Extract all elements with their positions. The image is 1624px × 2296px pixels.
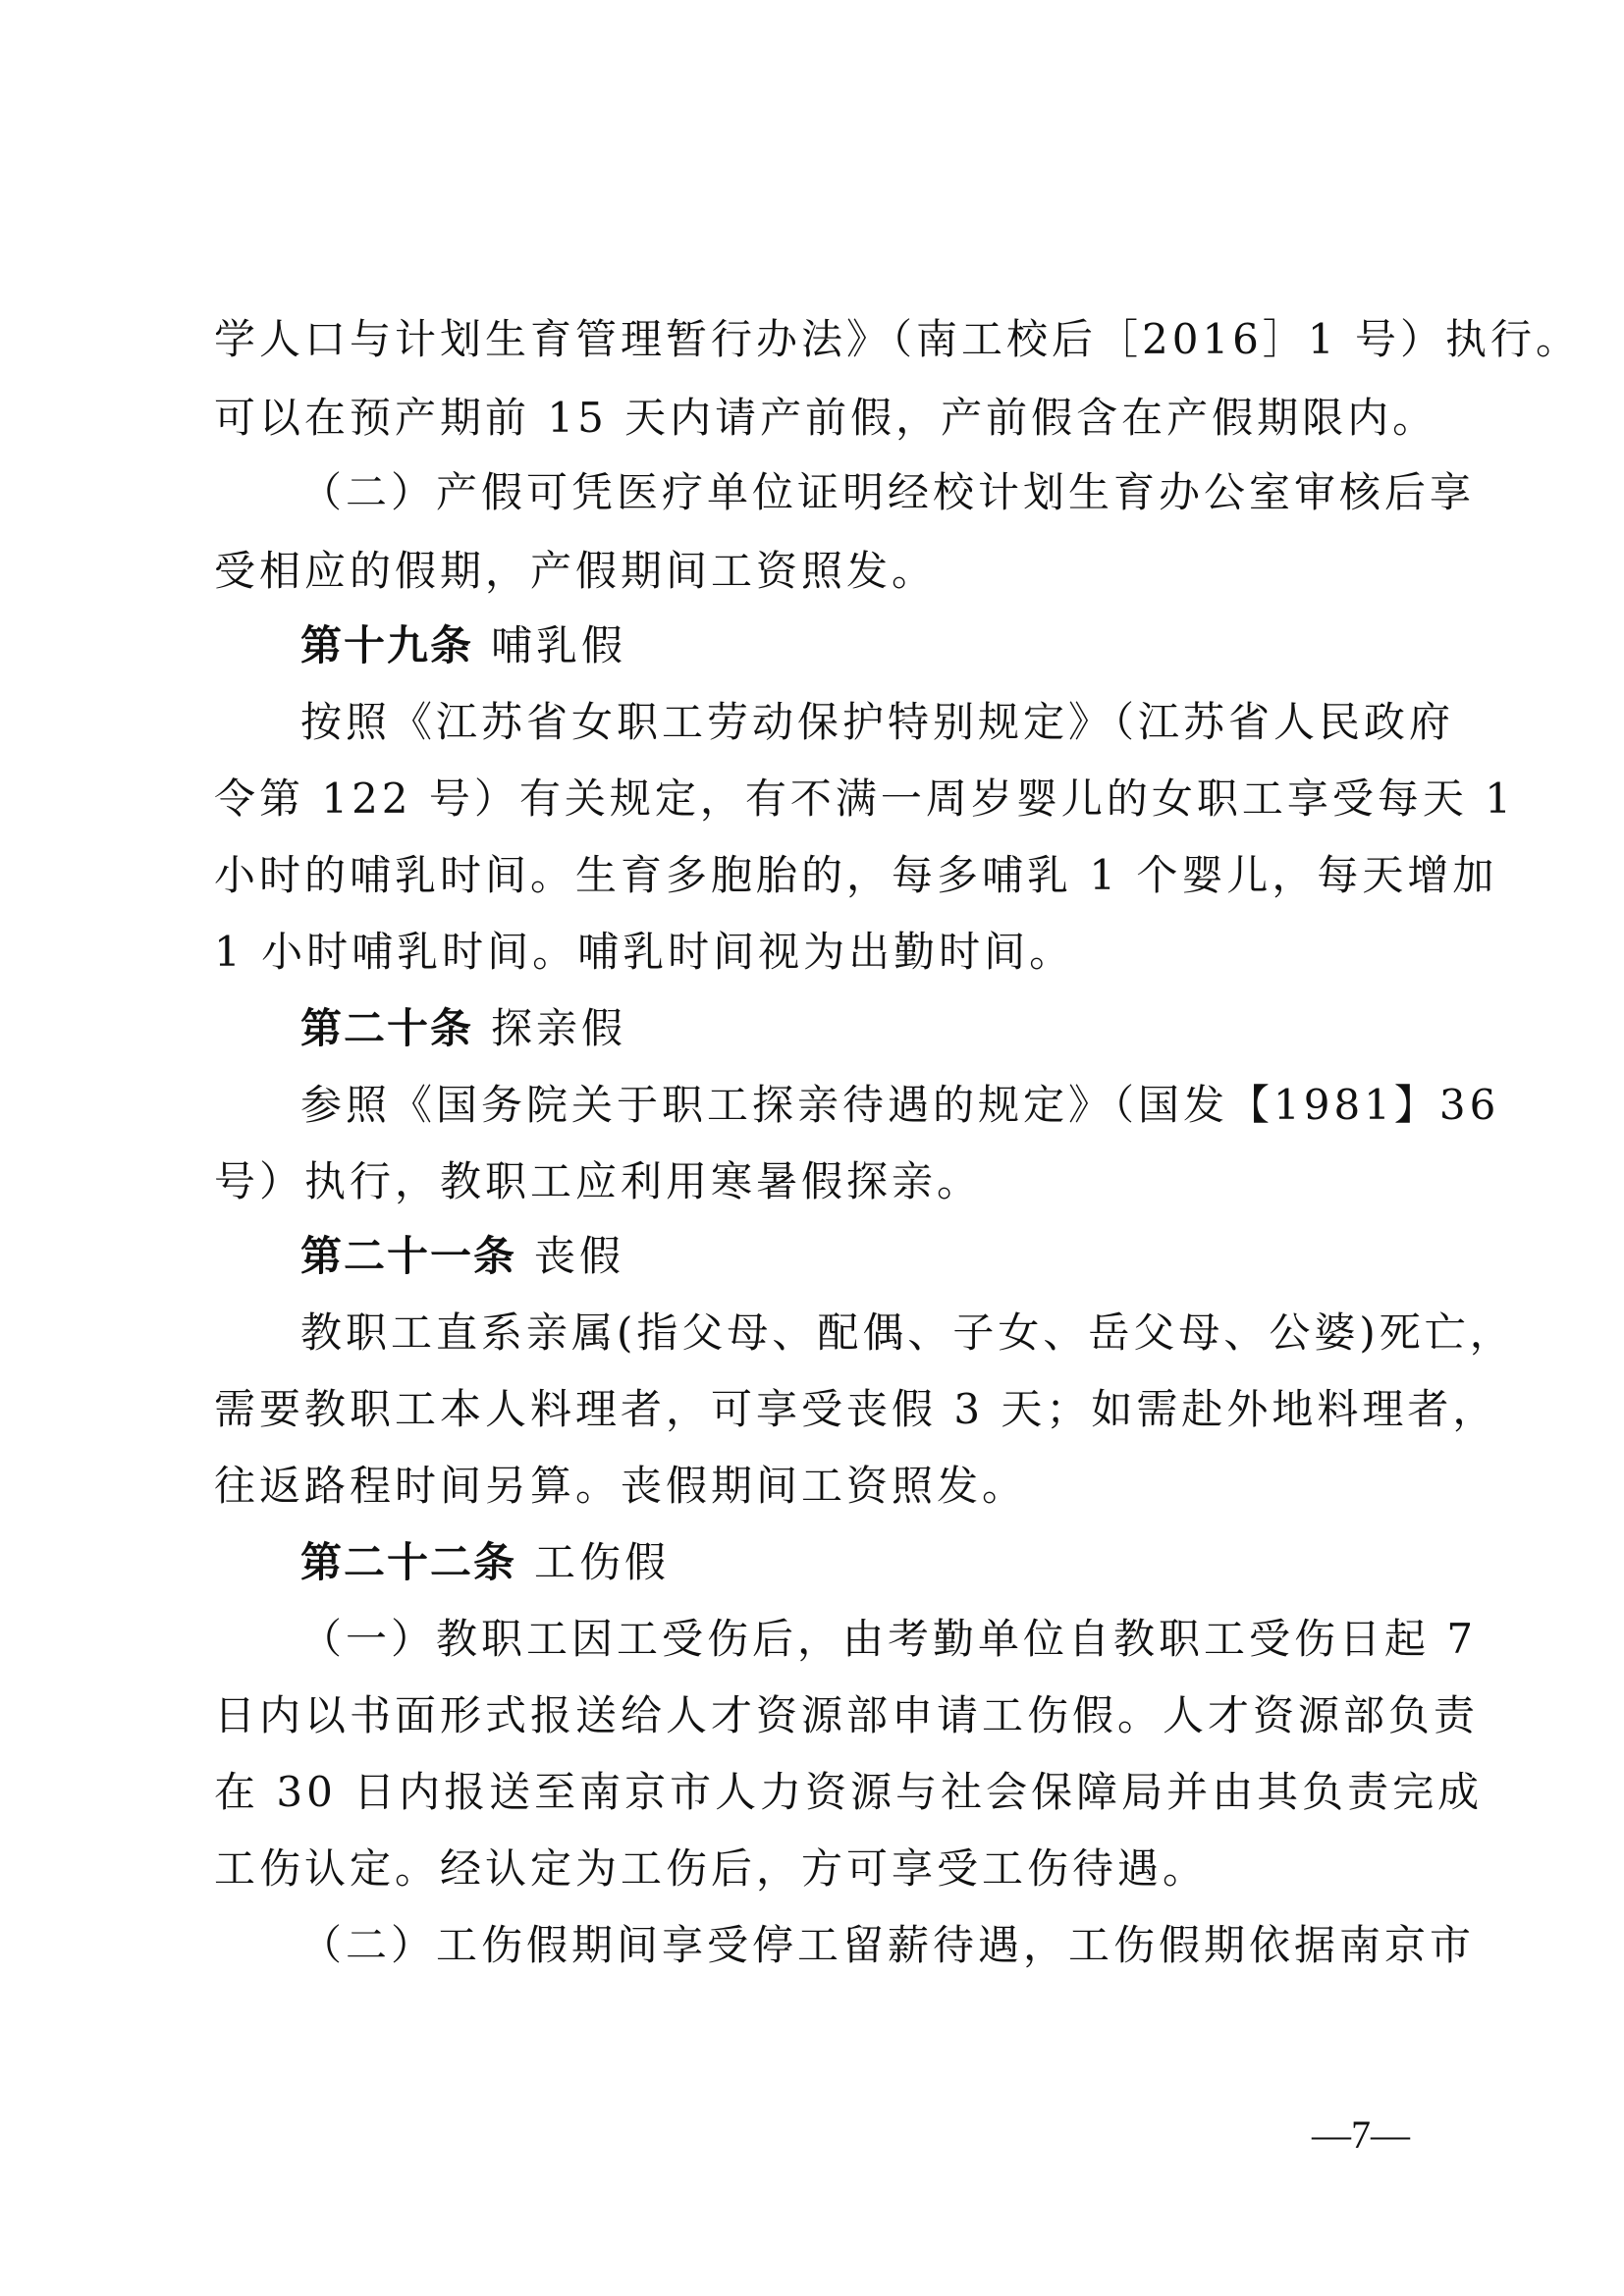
paragraph-line: 受相应的假期，产假期间工资照发。 — [214, 547, 938, 595]
article-heading — [300, 620, 1422, 671]
paragraph-line: 小时的哺乳时间。生育多胞胎的，每多哺乳 1 个婴儿，每天增加 — [214, 851, 1498, 899]
paragraph-line: 按照《江苏省女职工劳动保护特别规定》（江苏省人民政府 — [300, 698, 1455, 746]
article-title: 丧假 — [534, 1232, 625, 1280]
article-number: 第二十一条 — [300, 1232, 517, 1280]
paragraph-line: （二）产假可凭医疗单位证明经校计划生育办公室审核后享 — [300, 468, 1476, 516]
paragraph-line: 在 30 日内报送至南京市人力资源与社会保障局并由其负责完成 — [214, 1768, 1484, 1816]
paragraph-line: 令第 122 号）有关规定，有不满一周岁婴儿的女职工享受每天 1 — [214, 774, 1515, 823]
article-number: 第十九条 — [300, 621, 474, 669]
page-number: —7— — [1312, 2112, 1410, 2157]
article-title: 哺乳假 — [491, 621, 627, 669]
paragraph-line: 可以在预产期前 15 天内请产前假，产前假含在产假期限内。 — [214, 394, 1438, 442]
article-heading — [300, 1231, 1422, 1282]
paragraph-line: 往返路程时间另算。丧假期间工资照发。 — [214, 1462, 1028, 1510]
paragraph-line: 号）执行，教职工应利用寒暑假探亲。 — [214, 1157, 983, 1205]
paragraph-line: （一）教职工因工受伤后，由考勤单位自教职工受伤日起 7 — [300, 1615, 1478, 1663]
paragraph-line: 工伤认定。经认定为工伤后，方可享受工伤待遇。 — [214, 1844, 1209, 1893]
paragraph-line: 日内以书面形式报送给人才资源部申请工伤假。人才资源部负责 — [214, 1691, 1480, 1739]
paragraph-line: 需要教职工本人料理者，可享受丧假 3 天；如需赴外地料理者， — [214, 1385, 1498, 1433]
article-number: 第二十条 — [300, 1004, 474, 1052]
article-title: 探亲假 — [491, 1004, 627, 1052]
paragraph-line: 教职工直系亲属(指父母、配偶、子女、岳父母、公婆)死亡， — [300, 1308, 1515, 1357]
article-number: 第二十二条 — [300, 1538, 517, 1586]
paragraph-line: 学人口与计划生育管理暂行办法》（南工校后［2016］1 号）执行。 — [214, 315, 1581, 363]
article-heading — [300, 1003, 1422, 1054]
paragraph-line: （二）工伤假期间享受停工留薪待遇，工伤假期依据南京市 — [300, 1921, 1476, 1969]
article-heading — [300, 1537, 1422, 1588]
paragraph-line: 参照《国务院关于职工探亲待遇的规定》（国发【1981】36 — [300, 1081, 1500, 1129]
article-title: 工伤假 — [534, 1538, 671, 1586]
paragraph-line: 1 小时哺乳时间。哺乳时间视为出勤时间。 — [214, 928, 1075, 976]
